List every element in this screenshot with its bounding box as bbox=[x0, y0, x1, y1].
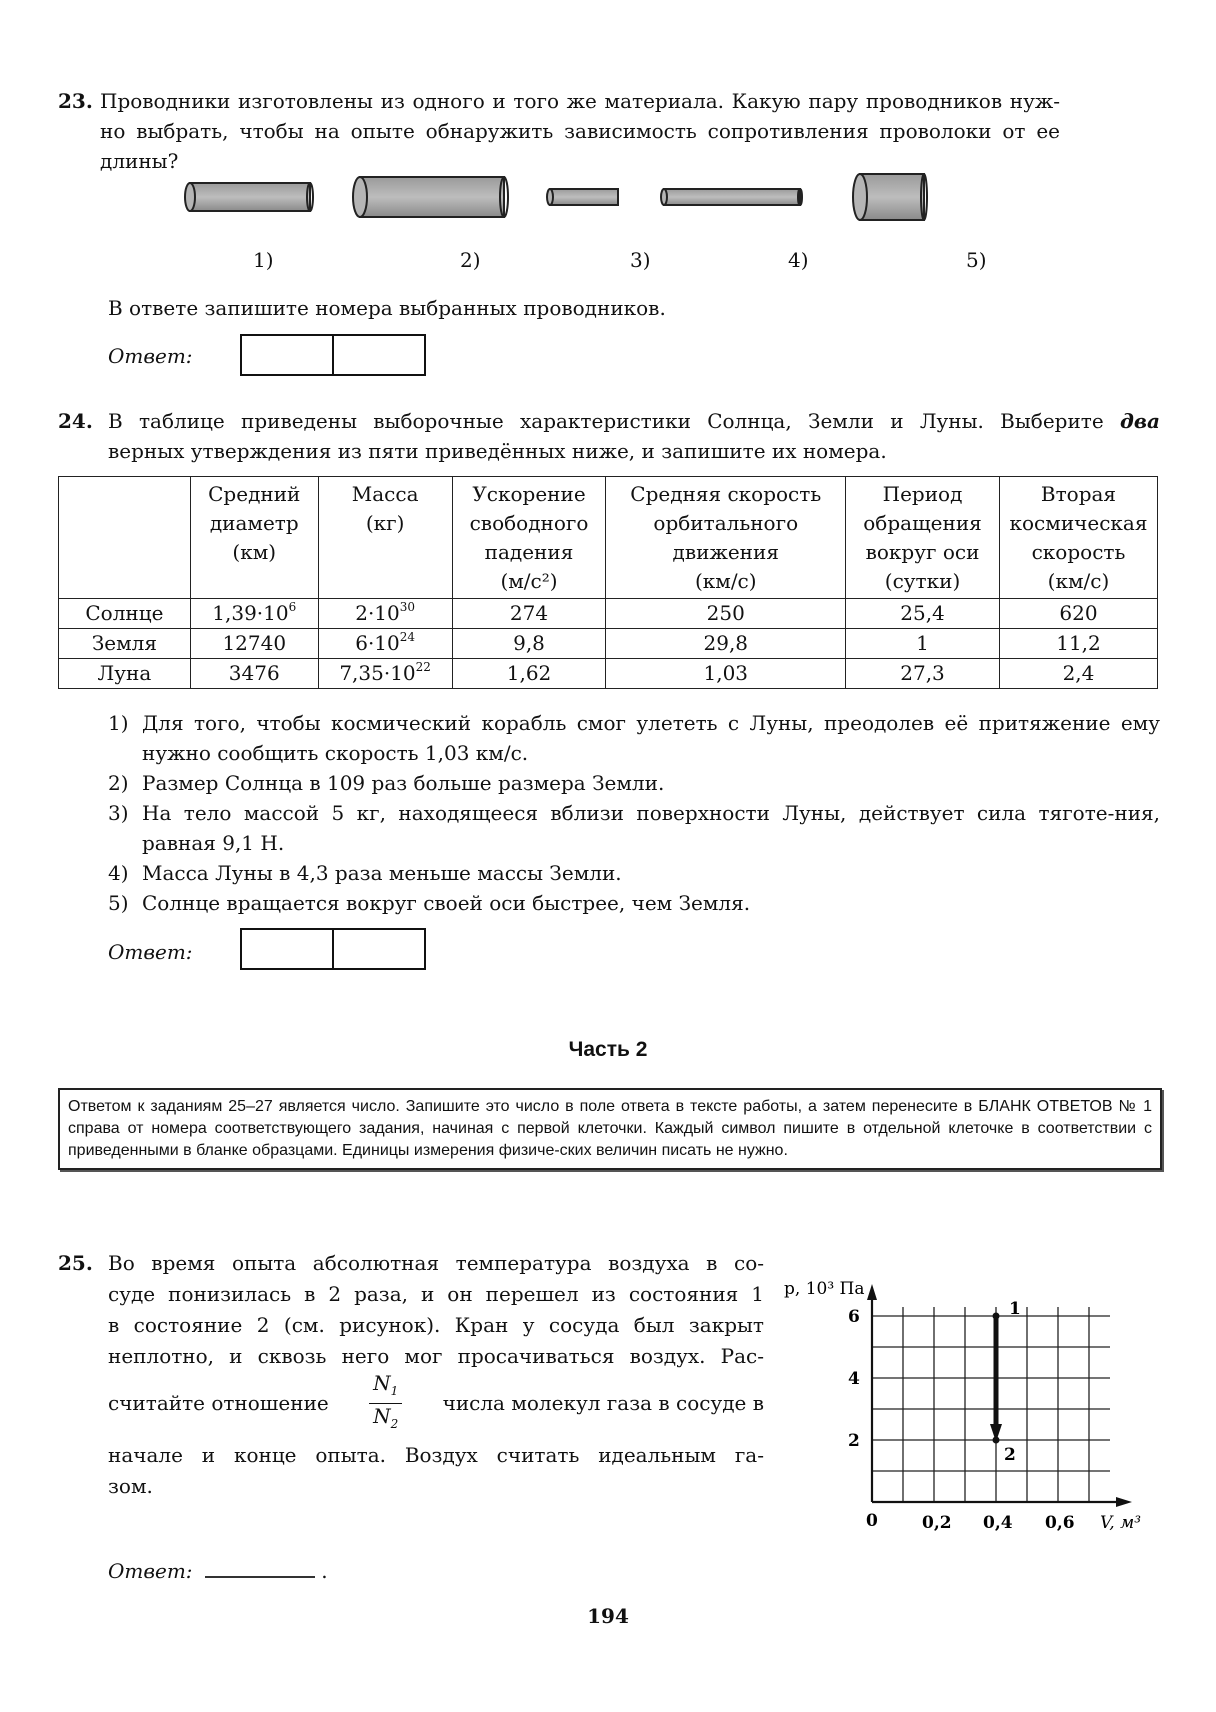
question-25 bbox=[58, 1248, 764, 1502]
emphasis-two: два bbox=[1120, 409, 1160, 433]
cell-escape: 620 bbox=[999, 599, 1157, 629]
row-name: Луна bbox=[59, 659, 191, 689]
question-text: В таблице приведены выборочные характеристики Солнца, Земли и Луны. Выберите bbox=[108, 409, 1120, 433]
header-orbital-speed: Средняя скорость орбитального движения (км/с) bbox=[606, 477, 846, 599]
cell-period: 27,3 bbox=[846, 659, 1000, 689]
x-axis-label: V, м³ bbox=[1100, 1513, 1142, 1533]
answer-cell-2[interactable] bbox=[332, 930, 424, 968]
conductor-3-icon bbox=[547, 189, 618, 205]
cell-gravity: 274 bbox=[452, 599, 606, 629]
statement-item: 4) Масса Луны в 4,3 раза меньше массы Земли. bbox=[108, 861, 622, 885]
part-2-title: Часть 2 bbox=[568, 1038, 648, 1061]
cell-mass: $6\cdot 10^{24}$ bbox=[318, 629, 452, 659]
answer-label: Ответ: bbox=[108, 1559, 193, 1583]
pv-diagram bbox=[780, 1264, 1160, 1544]
cell-mass: $7,35\cdot 10^{22}$ bbox=[318, 659, 452, 689]
answer-cell-2[interactable] bbox=[332, 336, 424, 374]
question-text: начале и конце опыта. Воздух считать идеальным га- bbox=[108, 1443, 764, 1467]
x-tick: 0,2 bbox=[922, 1513, 952, 1533]
answer-label: Ответ: bbox=[108, 344, 193, 368]
row-name: Солнце bbox=[59, 599, 191, 629]
conductor-4-icon bbox=[661, 189, 802, 205]
cell-period: 1 bbox=[846, 629, 1000, 659]
cell-orbital: 29,8 bbox=[606, 629, 846, 659]
part-2-instructions: Ответом к заданиям 25–27 является число. Запишите это число в поле ответа в тексте работы, а затем перенесите в БЛАНК ОТВЕТОВ № 1 справа от номера соответствующего задания, начиная с первой клеточки. Каждый символ пишите в отдельной клеточке в соответствии с приведенными в бланке образцами. Единицы измерения физиче-ских величин писать не нужно. bbox=[58, 1088, 1162, 1170]
page-number: 194 bbox=[587, 1604, 629, 1628]
state-1-label: 1 bbox=[1009, 1299, 1021, 1319]
conductor-2-icon bbox=[353, 177, 508, 217]
header-escape-velocity: Вторая космическая скорость (км/с) bbox=[999, 477, 1157, 599]
table-row bbox=[59, 599, 1158, 629]
cell-orbital: 1,03 bbox=[606, 659, 846, 689]
header-rotation-period: Период обращения вокруг оси (сутки) bbox=[846, 477, 1000, 599]
header-cell-empty bbox=[59, 477, 191, 599]
question-text: Проводники изготовлены из одного и того же материала. Какую пару проводников нуж- bbox=[100, 89, 1060, 113]
question-text: Во время опыта абсолютная температура воздуха в со- bbox=[108, 1251, 764, 1275]
statements-list bbox=[108, 708, 1160, 918]
conductor-label: 4) bbox=[788, 248, 809, 272]
cell-mass: $2\cdot 10^{30}$ bbox=[318, 599, 452, 629]
header-mass: Масса (кг) bbox=[318, 477, 452, 599]
question-number: 24. bbox=[58, 409, 93, 433]
answer-cell-1[interactable] bbox=[242, 930, 332, 968]
header-gravity: Ускорение свободного падения (м/с²) bbox=[452, 477, 606, 599]
cell-diameter: 12740 bbox=[190, 629, 318, 659]
q24-answer-box[interactable] bbox=[240, 928, 426, 970]
question-text: зом. bbox=[108, 1474, 153, 1498]
state-2-label: 2 bbox=[1004, 1445, 1016, 1465]
conductor-label: 1) bbox=[253, 248, 274, 272]
y-tick: 2 bbox=[848, 1431, 860, 1451]
conductor-5-icon bbox=[853, 174, 927, 220]
cell-escape: 2,4 bbox=[999, 659, 1157, 689]
conductor-label: 2) bbox=[460, 248, 481, 272]
sun-earth-moon-table bbox=[58, 476, 1158, 689]
cell-escape: 11,2 bbox=[999, 629, 1157, 659]
table-row bbox=[59, 659, 1158, 689]
question-text: в состояние 2 (см. рисунок). Кран у сосуда был закрыт bbox=[108, 1313, 764, 1337]
question-text: длины? bbox=[100, 149, 179, 173]
statement-item: 5) Солнце вращается вокруг своей оси быстрее, чем Земля. bbox=[108, 891, 751, 915]
y-tick: 4 bbox=[848, 1369, 860, 1389]
cell-gravity: 9,8 bbox=[452, 629, 606, 659]
statement-item: 3) На тело массой 5 кг, находящееся вблизи поверхности Луны, действует сила тяготе-ния, равная 9,1 Н. bbox=[108, 801, 1160, 855]
table-row bbox=[59, 629, 1158, 659]
answer-cell-1[interactable] bbox=[242, 336, 332, 374]
cell-period: 25,4 bbox=[846, 599, 1000, 629]
x-tick: 0 bbox=[866, 1511, 878, 1531]
x-axis-arrow-icon bbox=[1116, 1497, 1132, 1507]
q23-instruction: В ответе запишите номера выбранных проводников. bbox=[108, 296, 666, 320]
q25-answer-field[interactable] bbox=[205, 1558, 315, 1578]
question-text: суде понизилась в 2 раза, и он перешел из состояния 1 bbox=[108, 1282, 764, 1306]
question-text: числа молекул газа в сосуде в bbox=[442, 1390, 764, 1415]
conductor-label: 5) bbox=[966, 248, 987, 272]
ratio-n1-n2: $\frac{N_1}{N_2}$ bbox=[369, 1371, 402, 1436]
question-text: неплотно, и сквозь него мог просачиваться воздух. Рас- bbox=[108, 1344, 764, 1368]
cell-diameter: $1,39\cdot 10^6$ bbox=[190, 599, 318, 629]
cell-diameter: 3476 bbox=[190, 659, 318, 689]
conductors-illustration bbox=[180, 170, 960, 230]
question-text: но выбрать, чтобы на опыте обнаружить зависимость сопротивления проволоки от ее bbox=[100, 119, 1060, 143]
chart-grid bbox=[872, 1307, 1110, 1502]
cell-gravity: 1,62 bbox=[452, 659, 606, 689]
row-name: Земля bbox=[59, 629, 191, 659]
question-text: верных утверждения из пяти приведённых ниже, и запишите их номера. bbox=[108, 439, 887, 463]
q25-answer-row bbox=[108, 1558, 328, 1583]
header-diameter: Средний диаметр (км) bbox=[190, 477, 318, 599]
state-2-point bbox=[993, 1437, 1000, 1444]
cell-orbital: 250 bbox=[606, 599, 846, 629]
answer-label: Ответ: bbox=[108, 940, 193, 964]
x-tick: 0,6 bbox=[1045, 1513, 1075, 1533]
statement-item: 2) Размер Солнца в 109 раз больше размера Земли. bbox=[108, 771, 665, 795]
conductor-1-icon bbox=[185, 183, 313, 211]
y-axis-label: p, 10³ Па bbox=[784, 1279, 865, 1299]
y-tick: 6 bbox=[848, 1307, 860, 1327]
table-header-row bbox=[59, 477, 1158, 599]
question-text: считайте отношение bbox=[108, 1390, 329, 1415]
q23-answer-box[interactable] bbox=[240, 334, 426, 376]
question-number: 25. bbox=[58, 1251, 93, 1275]
question-number: 23. bbox=[58, 89, 93, 113]
x-tick: 0,4 bbox=[983, 1513, 1013, 1533]
question-24 bbox=[58, 406, 1160, 466]
state-1-point bbox=[993, 1313, 1000, 1320]
y-axis-arrow-icon bbox=[867, 1284, 877, 1300]
conductor-label: 3) bbox=[630, 248, 651, 272]
question-23 bbox=[58, 86, 1060, 176]
statement-item: 1) Для того, чтобы космический корабль смог улететь с Луны, преодолев её притяжение ему нужно сообщить скорость 1,03 км/с. bbox=[108, 711, 1160, 765]
answer-terminator: . bbox=[321, 1559, 328, 1583]
